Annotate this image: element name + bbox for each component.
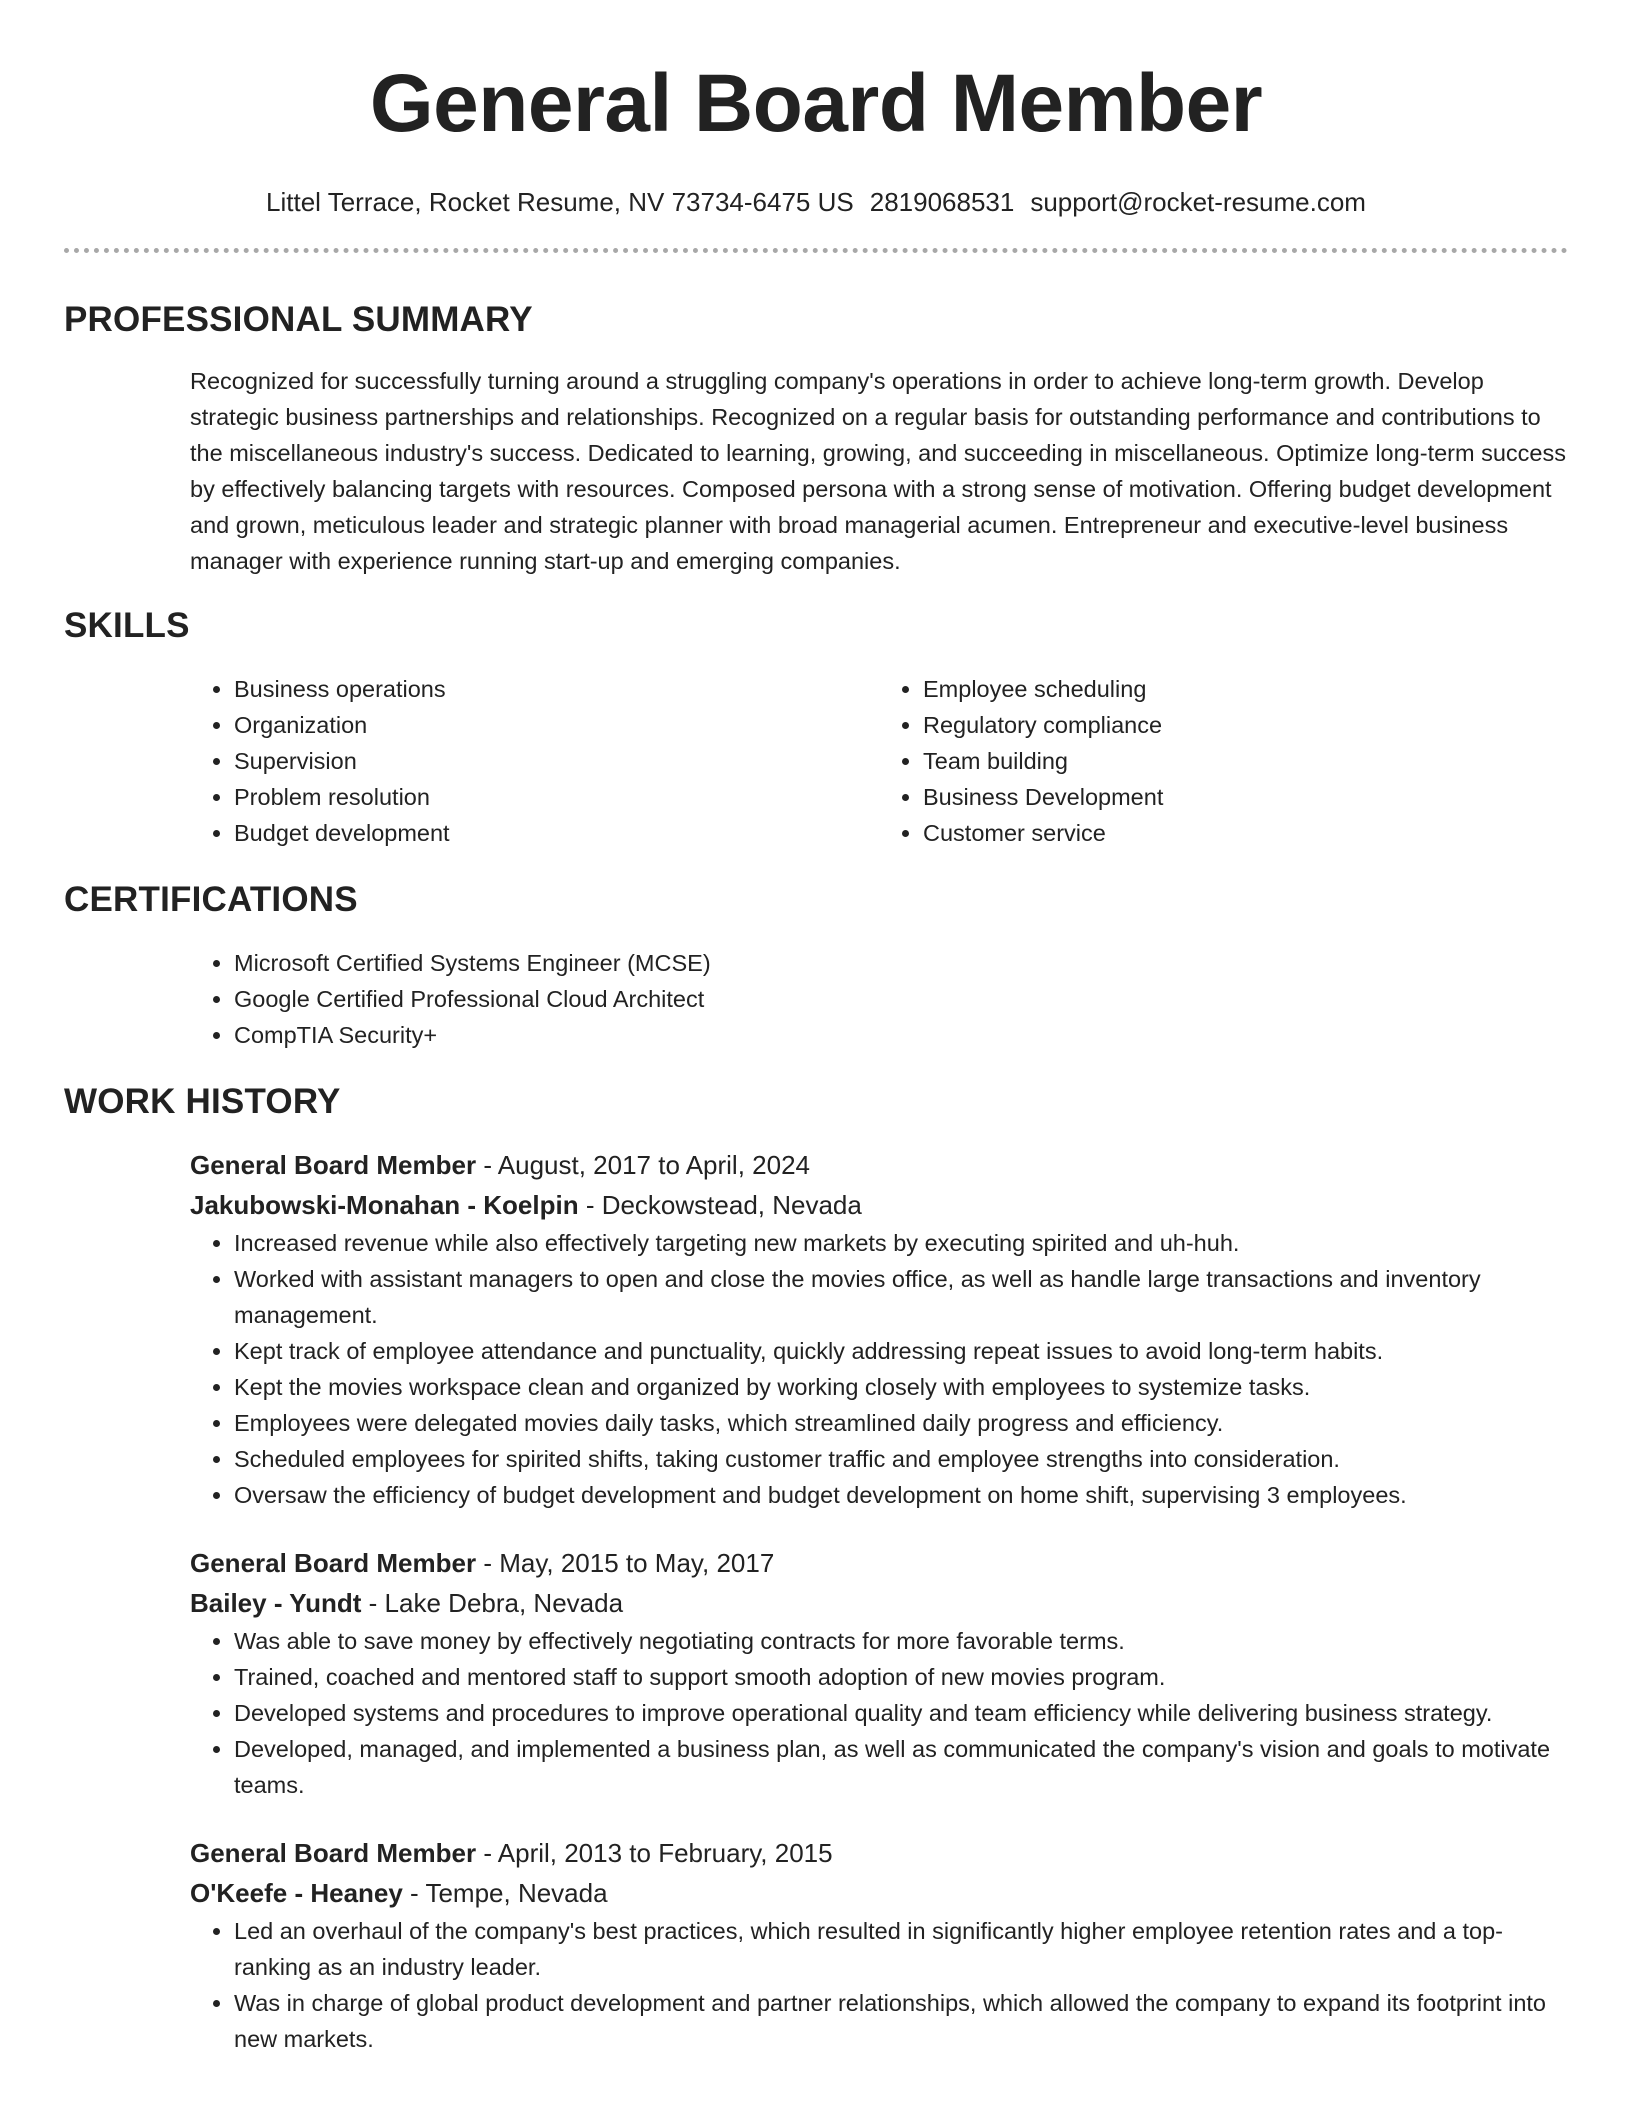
summary-text: Recognized for successfully turning around a struggling company's operations in order to achieve long-term growth. Develop strategic business partnerships and relationships. Recognized on a regular basis for outstanding performance and contributions to the miscellaneous industry's success. Dedicated to learning, growing, and succeeding in miscellaneous. Optimize long-term success by effectively balancing targets with resources. Composed persona with a strong sense of motivation. Offering budget development and grown, meticulous leader and strategic planner with broad managerial acumen. Entrepreneur and executive-level business manager with experience running start-up and emerging companies. [190, 368, 1566, 574]
skills-list-left [190, 671, 879, 851]
job-company: Jakubowski-Monahan - Koelpin [190, 1190, 579, 1220]
skill-item: • Problem resolution [234, 779, 879, 815]
job-title-line [190, 1145, 1568, 1185]
job-bullet: • Developed systems and procedures to improve operational quality and team efficiency while delivering business strategy. [234, 1695, 1568, 1731]
job-title-line [190, 1833, 1568, 1873]
skill-item: • Team building [923, 743, 1568, 779]
job-title: General Board Member [190, 1838, 477, 1868]
job-bullet: • Increased revenue while also effectively targeting new markets by executing spirited and uh-huh. [234, 1225, 1568, 1261]
summary-heading: PROFESSIONAL SUMMARY [64, 300, 533, 339]
job-bullet: • Was able to save money by effectively negotiating contracts for more favorable terms. [234, 1623, 1568, 1659]
contact-address: Littel Terrace, Rocket Resume, NV 73734-6475 US [266, 187, 854, 217]
summary-section [64, 299, 1568, 579]
job-entry [190, 1543, 1568, 1803]
skill-item: • Organization [234, 707, 879, 743]
job-title: General Board Member [190, 1548, 477, 1578]
skills-list-right [879, 671, 1568, 851]
certification-item: • CompTIA Security+ [234, 1017, 1568, 1053]
skills-heading: SKILLS [64, 606, 190, 645]
job-bullets [190, 1225, 1568, 1513]
job-bullet: • Trained, coached and mentored staff to support smooth adoption of new movies program. [234, 1659, 1568, 1695]
work-history-heading: WORK HISTORY [64, 1082, 341, 1121]
job-location: - Deckowstead, Nevada [578, 1190, 862, 1220]
job-company: Bailey - Yundt [190, 1588, 362, 1618]
resume-name: General Board Member [369, 58, 1263, 149]
job-bullet: • Developed, managed, and implemented a business plan, as well as communicated the company's vision and goals to motivate teams. [234, 1731, 1568, 1803]
certifications-body [190, 945, 1568, 1053]
header-divider [64, 248, 1568, 253]
job-bullet: • Oversaw the efficiency of budget development and budget development on home shift, supervising 3 employees. [234, 1477, 1568, 1513]
job-bullet: • Was in charge of global product development and partner relationships, which allowed the company to expand its footprint into new markets. [234, 1985, 1568, 2057]
job-dates: - August, 2017 to April, 2024 [476, 1150, 810, 1180]
skill-item: • Employee scheduling [923, 671, 1568, 707]
contact-phone: 2819068531 [869, 187, 1015, 217]
skill-item: • Business operations [234, 671, 879, 707]
certifications-section [64, 879, 1568, 1053]
skill-item: • Budget development [234, 815, 879, 851]
contact-email: support@rocket-resume.com [1030, 187, 1366, 217]
certifications-list [190, 945, 1568, 1053]
job-title-line [190, 1543, 1568, 1583]
skill-item: • Regulatory compliance [923, 707, 1568, 743]
job-company: O'Keefe - Heaney [190, 1878, 403, 1908]
contact-line [64, 186, 1568, 218]
job-bullet: • Employees were delegated movies daily tasks, which streamlined daily progress and efficiency. [234, 1405, 1568, 1441]
skills-section [64, 605, 1568, 851]
job-location: - Tempe, Nevada [402, 1878, 608, 1908]
job-dates: - May, 2015 to May, 2017 [476, 1548, 775, 1578]
job-bullets [190, 1623, 1568, 1803]
certifications-heading: CERTIFICATIONS [64, 880, 358, 919]
skill-item: • Customer service [923, 815, 1568, 851]
job-company-line [190, 1583, 1568, 1623]
certification-item: • Microsoft Certified Systems Engineer (MCSE) [234, 945, 1568, 981]
job-title: General Board Member [190, 1150, 477, 1180]
job-dates: - April, 2013 to February, 2015 [476, 1838, 833, 1868]
job-entry [190, 1833, 1568, 2057]
job-bullet: • Scheduled employees for spirited shifts, taking customer traffic and employee strengths into consideration. [234, 1441, 1568, 1477]
work-history-section [64, 1081, 1568, 2057]
job-entry [190, 1145, 1568, 1513]
skill-item: • Business Development [923, 779, 1568, 815]
skill-item: • Supervision [234, 743, 879, 779]
job-bullet: • Worked with assistant managers to open and close the movies office, as well as handle large transactions and inventory management. [234, 1261, 1568, 1333]
job-bullet: • Kept the movies workspace clean and organized by working closely with employees to systemize tasks. [234, 1369, 1568, 1405]
job-company-line [190, 1185, 1568, 1225]
job-bullets [190, 1913, 1568, 2057]
job-bullet: • Led an overhaul of the company's best practices, which resulted in significantly higher employee retention rates and a top-ranking as an industry leader. [234, 1913, 1568, 1985]
job-company-line [190, 1873, 1568, 1913]
job-bullet: • Kept track of employee attendance and punctuality, quickly addressing repeat issues to avoid long-term habits. [234, 1333, 1568, 1369]
certification-item: • Google Certified Professional Cloud Architect [234, 981, 1568, 1017]
job-location: - Lake Debra, Nevada [361, 1588, 624, 1618]
skills-grid [190, 671, 1568, 851]
